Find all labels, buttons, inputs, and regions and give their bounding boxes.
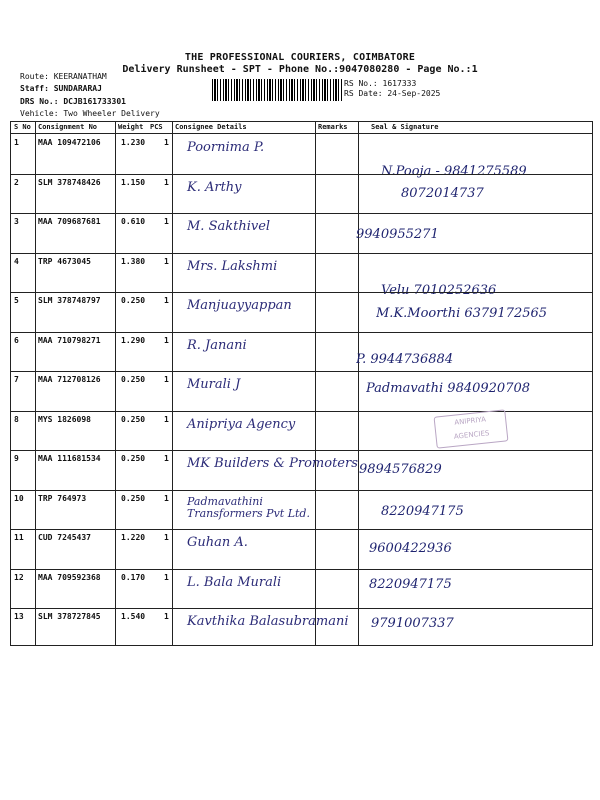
row-sno: 13 bbox=[14, 612, 24, 621]
row-weight: 1.230 bbox=[121, 138, 146, 147]
row-pcs: 1 bbox=[164, 454, 169, 463]
route-value: KEERANATHAM bbox=[53, 72, 107, 81]
row-divider bbox=[11, 174, 592, 175]
row-pcs: 1 bbox=[164, 414, 169, 424]
row-consignee: Manjuayyappan bbox=[187, 298, 292, 313]
row-weight: 1.380 bbox=[121, 256, 146, 266]
col-divider bbox=[115, 122, 116, 645]
row-weight: 0.250 bbox=[121, 493, 146, 503]
row-pcs: 1 bbox=[164, 612, 169, 621]
row-sno: 9 bbox=[14, 454, 19, 463]
rs-date-value: 24-Sep-2025 bbox=[387, 89, 441, 98]
row-consignment-no: MYS 1826098 bbox=[38, 414, 91, 424]
row-weight: 1.540 bbox=[121, 612, 146, 621]
row-divider bbox=[11, 490, 592, 491]
col-signature-header: Seal & Signature bbox=[371, 123, 439, 131]
row-pcs: 1 bbox=[164, 177, 169, 187]
row-weight: 1.290 bbox=[121, 335, 146, 345]
row-sno: 10 bbox=[14, 493, 24, 503]
col-divider bbox=[35, 122, 36, 645]
drs-line: DRS No.: DCJB161733301 bbox=[20, 97, 126, 106]
staff-line: Staff: SUNDARARAJ bbox=[20, 84, 102, 93]
row-sno: 6 bbox=[14, 335, 19, 345]
row-weight: 0.610 bbox=[121, 217, 146, 226]
row-signature: 9940955271 bbox=[356, 227, 439, 242]
row-consignee: Padmavathini Transformers Pvt Ltd. bbox=[187, 494, 310, 520]
row-consignment-no: SLM 378748426 bbox=[38, 177, 101, 187]
row-consignment-no: MAA 709592368 bbox=[38, 572, 101, 582]
row-signature: P. 9944736884 bbox=[356, 351, 454, 367]
row-signature: 8072014737 bbox=[401, 185, 484, 201]
row-consignee: Kavthika Balasubramani bbox=[187, 614, 349, 629]
row-consignee: MK Builders & Promoters bbox=[187, 456, 358, 471]
agency-stamp: ANIPRIYA AGENCIES bbox=[434, 409, 509, 448]
row-consignment-no: MAA 712708126 bbox=[38, 375, 101, 384]
row-consignment-no: MAA 109472106 bbox=[38, 138, 101, 147]
vehicle-line: Vehicle: Two Wheeler Delivery bbox=[20, 109, 160, 118]
row-consignee: Murali J bbox=[187, 377, 241, 392]
row-signature: Velu 7010252636 bbox=[381, 282, 497, 298]
col-weight-header: Weight bbox=[118, 123, 144, 131]
row-pcs: 1 bbox=[164, 256, 169, 266]
row-pcs: 1 bbox=[164, 375, 169, 384]
row-sno: 12 bbox=[14, 572, 24, 582]
row-pcs: 1 bbox=[164, 533, 169, 542]
col-consignment-header: Consignment No bbox=[38, 123, 98, 131]
row-sno: 3 bbox=[14, 217, 19, 226]
row-consignee: Anipriya Agency bbox=[187, 416, 296, 432]
row-sno: 2 bbox=[14, 177, 19, 187]
route-line: Route: KEERANATHAM bbox=[20, 72, 107, 81]
row-divider bbox=[11, 213, 592, 214]
row-signature: N.Pooja - 9841275589 bbox=[381, 164, 527, 179]
barcode bbox=[212, 79, 342, 101]
col-consignee-header: Consignee Details bbox=[175, 123, 247, 131]
row-consignment-no: SLM 378727845 bbox=[38, 612, 101, 621]
row-consignment-no: TRP 4673045 bbox=[38, 256, 91, 266]
row-divider bbox=[11, 569, 592, 570]
row-sno: 11 bbox=[14, 533, 24, 542]
col-divider bbox=[315, 122, 316, 645]
row-divider bbox=[11, 371, 592, 372]
row-consignee: M. Sakthivel bbox=[187, 219, 271, 234]
row-weight: 0.250 bbox=[121, 375, 146, 384]
vehicle-value: Two Wheeler Delivery bbox=[63, 109, 160, 118]
rs-no-value: 1617333 bbox=[382, 79, 417, 88]
row-consignment-no: TRP 764973 bbox=[38, 493, 87, 503]
row-divider bbox=[11, 529, 592, 530]
row-signature: Padmavathi 9840920708 bbox=[366, 381, 531, 396]
row-consignment-no: CUD 7245437 bbox=[38, 533, 91, 542]
col-divider bbox=[172, 122, 173, 645]
row-consignee: Mrs. Lakshmi bbox=[187, 258, 278, 274]
row-consignee: R. Janani bbox=[187, 337, 247, 353]
row-pcs: 1 bbox=[164, 493, 169, 503]
row-sno: 4 bbox=[14, 256, 19, 266]
document-title: THE PROFESSIONAL COURIERS, COIMBATORE bbox=[184, 52, 416, 63]
col-remarks-header: Remarks bbox=[318, 123, 348, 131]
row-divider bbox=[11, 450, 592, 451]
row-signature: 8220947175 bbox=[369, 576, 452, 592]
row-pcs: 1 bbox=[164, 138, 169, 147]
runsheet-table bbox=[10, 121, 593, 646]
drs-value: DCJB161733301 bbox=[63, 97, 126, 106]
row-consignee: Guhan A. bbox=[187, 535, 248, 550]
row-divider bbox=[11, 332, 592, 333]
row-weight: 0.170 bbox=[121, 572, 146, 582]
document-subtitle: Delivery Runsheet - SPT - Phone No.:9047080280 - Page No.:1 bbox=[122, 64, 478, 75]
col-sno-header: S No bbox=[14, 123, 31, 131]
row-pcs: 1 bbox=[164, 572, 169, 582]
row-divider bbox=[11, 292, 592, 293]
row-weight: 0.250 bbox=[121, 454, 146, 463]
header-divider bbox=[11, 133, 592, 134]
row-divider bbox=[11, 608, 592, 609]
row-weight: 1.220 bbox=[121, 533, 146, 542]
row-weight: 1.150 bbox=[121, 177, 146, 187]
row-signature: 9791007337 bbox=[371, 616, 454, 631]
rs-date-line: RS Date: 24-Sep-2025 bbox=[344, 89, 441, 98]
row-consignment-no: SLM 378748797 bbox=[38, 296, 101, 305]
row-weight: 0.250 bbox=[121, 296, 146, 305]
rs-no-line: RS No.: 1617333 bbox=[344, 79, 417, 88]
col-divider bbox=[358, 122, 359, 645]
col-pcs-header: PCS bbox=[150, 123, 163, 131]
row-consignee: L. Bala Murali bbox=[187, 574, 282, 590]
row-pcs: 1 bbox=[164, 296, 169, 305]
row-consignment-no: MAA 710798271 bbox=[38, 335, 101, 345]
row-signature: 8220947175 bbox=[381, 503, 464, 519]
row-pcs: 1 bbox=[164, 335, 169, 345]
row-signature: M.K.Moorthi 6379172565 bbox=[376, 306, 548, 321]
row-consignment-no: MAA 709687681 bbox=[38, 217, 101, 226]
row-sno: 5 bbox=[14, 296, 19, 305]
row-consignee: Poornima P. bbox=[187, 140, 265, 155]
row-signature: 9600422936 bbox=[369, 541, 452, 556]
row-weight: 0.250 bbox=[121, 414, 146, 424]
staff-value: SUNDARARAJ bbox=[53, 84, 102, 93]
row-consignee: K. Arthy bbox=[187, 179, 242, 195]
row-consignment-no: MAA 111681534 bbox=[38, 454, 101, 463]
row-sno: 1 bbox=[14, 138, 19, 147]
row-sno: 8 bbox=[14, 414, 19, 424]
row-signature: 9894576829 bbox=[359, 462, 442, 477]
row-divider bbox=[11, 253, 592, 254]
row-pcs: 1 bbox=[164, 217, 169, 226]
row-sno: 7 bbox=[14, 375, 19, 384]
